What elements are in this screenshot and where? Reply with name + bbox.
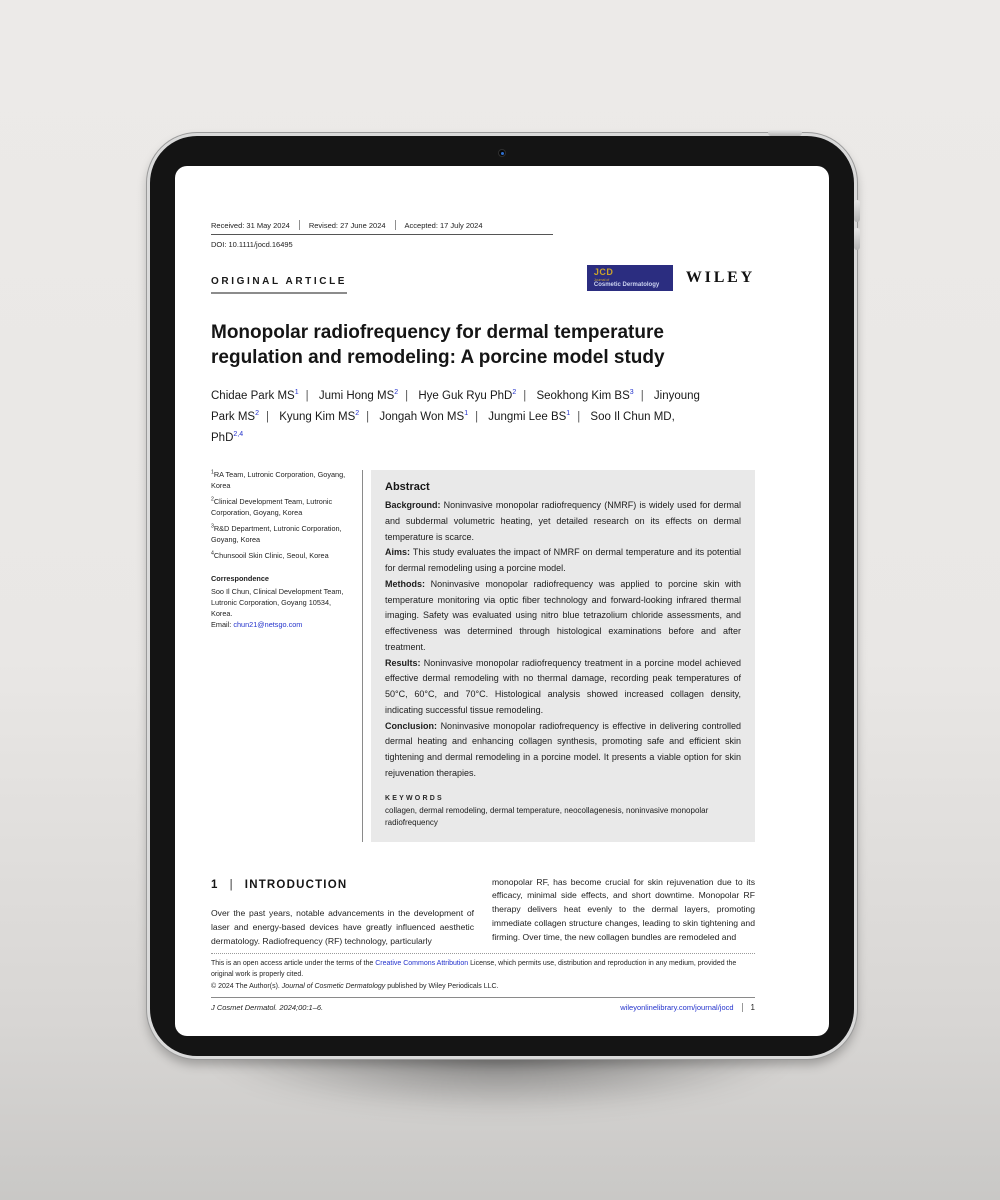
correspondence-text: Soo Il Chun, Clinical Development Team, Lutronic Corporation, Goyang 10534, Korea.	[211, 586, 344, 618]
intro-column-left	[211, 876, 474, 949]
journal-citation: J Cosmet Dermatol. 2024;00:1–6.	[211, 1003, 324, 1012]
tablet-frame	[147, 133, 857, 1059]
accepted-date: Accepted: 17 July 2024	[404, 220, 483, 230]
author: Jungmi Lee $BS^1$	[488, 410, 571, 423]
tablet-cast-shadow	[110, 1042, 890, 1192]
front-camera-icon	[498, 149, 506, 157]
author: Jumi Hong $MS^2$	[318, 389, 399, 403]
copyright-note	[211, 983, 755, 990]
abstract-section: Results: Noninvasive monopolar radiofrequency treatment in a porcine model achieved effective dermal remodeling with no thermal damage, recording peak temperatures of 50°C, 60°C, and 70°C. Histological analysis showed increased collagen density, indicating successful tissue remodeling.	[385, 657, 741, 715]
open-access-text-cont: License, which permits use, distribution and reproduction in any medium, provided the original work is properly cited.	[211, 960, 737, 979]
author-separator: |	[266, 410, 269, 423]
page-number: 1	[750, 1003, 755, 1012]
author: Soo Il Chun MD, PhD$^{2,4}$	[211, 410, 675, 444]
author-separator: |	[475, 410, 479, 423]
open-access-note	[211, 953, 755, 981]
section-title: INTRODUCTION	[244, 878, 348, 891]
correspondence-email-line	[211, 620, 352, 631]
author-affiliation-superscript: 2	[255, 410, 259, 418]
author-separator: |	[523, 390, 527, 403]
journal-logo-name: Cosmetic Dermatology	[593, 282, 660, 289]
section-number: 1	[211, 878, 219, 891]
author-affiliation-superscript: 2	[512, 389, 517, 397]
tablet-volume-down-button	[854, 228, 860, 250]
abstract-box	[371, 470, 755, 842]
open-access-text: This is an open access article under the terms of the	[211, 960, 376, 968]
article-header	[211, 265, 755, 294]
abstract-section: Methods: Noninvasive monopolar radiofrequency was applied to porcine skin with temperature monitoring via optic fiber technology and forward-looking infrared thermal imaging. Safety was evaluated using nitro blue tetrazolium chloride assessments, and effectiveness was determined through histological examinations before and after treatment.	[385, 578, 741, 652]
author-separator: |	[577, 410, 581, 423]
journal-logo	[587, 265, 673, 291]
author-affiliation-superscript: 1	[294, 389, 299, 397]
correspondence-heading: Correspondence	[211, 573, 269, 583]
page-footer	[211, 997, 755, 1012]
author: Jinyoung Park $MS^2$	[211, 390, 700, 423]
journal-website-link[interactable]: wileyonlinelibrary.com/journal/jocd	[620, 1003, 734, 1012]
affiliation-item: $^1$RA Team, Lutronic Corporation, Goyang, Korea	[211, 469, 346, 491]
footer-divider	[742, 1003, 743, 1012]
section-heading	[211, 876, 474, 894]
meta-divider	[395, 220, 396, 230]
journal-logo-abbr: JCD	[593, 267, 614, 277]
logo-group	[587, 265, 755, 291]
journal-logo-subtitle: Journal of	[593, 277, 610, 282]
affiliation-item: $^4$Chunsooil Skin Clinic, Seoul, Korea	[211, 550, 329, 560]
abstract-heading: Abstract	[385, 481, 430, 494]
intro-paragraph-left: Over the past years, notable advancements in the development of laser and energy-based devices have greatly influenced aesthetic dermatology. Radiofrequency (RF) technology, particularly	[211, 908, 474, 946]
article-type-label: ORIGINAL ARTICLE	[211, 276, 347, 294]
author-affiliation-superscript: 1	[464, 410, 469, 418]
copyright-text: © 2024 The Author(s).	[211, 983, 282, 990]
paper-page	[175, 166, 829, 1036]
email-label: Email:	[211, 619, 234, 629]
creative-commons-link[interactable]: Creative Commons Attribution	[375, 960, 469, 968]
author-separator: |	[640, 390, 644, 403]
copyright-text-cont: published by Wiley Periodicals LLC.	[385, 983, 499, 990]
author-affiliation-superscript: 2	[394, 389, 399, 397]
page-bottom	[211, 953, 755, 1012]
intro-paragraph-right: monopolar RF, has become crucial for skin rejuvenation due to its efficacy, minimal side effects, and short downtime. Monopolar RF therapy delivers heat evenly to the dermal layers, promoting immediate collagen structure changes, leading to skin tightening and firming. Over time, the new collagen bundles are remodeled and	[492, 876, 755, 942]
paper-title: Monopolar radiofrequency for dermal temperature regulation and remodeling: A porcine model study	[211, 322, 665, 369]
author: Jongah Won $MS^1$	[379, 410, 469, 423]
publisher-logo: WILEY	[685, 269, 755, 286]
author-separator: |	[366, 410, 370, 423]
left-sidebar	[211, 470, 363, 842]
affiliation-item: $^3$R&D Department, Lutronic Corporation, Goyang, Korea	[211, 523, 342, 544]
footer-right	[620, 1003, 755, 1012]
authors-line	[211, 386, 701, 448]
abstract-section: Conclusion: Noninvasive monopolar radiofrequency is effective in delivering controlled dermal heating and enhancing collagen synthesis, promoting safe and efficient skin tightening and dermal remodeling in a porcine model. It presents a viable option for skin rejuvenation therapies.	[385, 720, 741, 778]
copyright-journal-name: Journal of Cosmetic Dermatology	[281, 983, 386, 990]
abstract-section: Background: Noninvasive monopolar radiofrequency (NMRF) is widely used for dermal and subdermal volumetric heating, yet detailed research on its effects on dermal temperature is scarce.	[385, 500, 741, 542]
introduction-section	[211, 876, 755, 949]
tablet-volume-up-button	[854, 200, 860, 222]
tablet-power-button	[768, 130, 802, 136]
revised-date: Revised: 27 June 2024	[308, 220, 386, 230]
author: Hye Guk Ryu PhD$^2$	[418, 389, 517, 403]
author: Kyung Kim $MS^2$	[279, 410, 360, 423]
abstract-sections	[385, 498, 741, 782]
author-separator: |	[305, 390, 309, 403]
abstract-section: Aims: This study evaluates the impact of NMRF on dermal temperature and its potential for dermal remodeling using a porcine model.	[385, 547, 742, 574]
author-affiliation-superscript: 3	[629, 389, 634, 397]
doi: DOI: 10.1111/jocd.16495	[211, 240, 293, 249]
section-separator: |	[229, 878, 234, 891]
correspondence-email-link[interactable]: chun21@netsgo.com	[233, 619, 303, 629]
affiliations-list	[211, 470, 352, 562]
author-affiliation-superscript: 1	[566, 410, 571, 418]
article-history	[211, 220, 553, 235]
author: Seokhong Kim $BS^3$	[536, 389, 634, 403]
received-date: Received: 31 May 2024	[211, 220, 290, 230]
tablet-screen	[175, 166, 829, 1036]
author-separator: |	[405, 390, 409, 403]
keywords-text: collagen, dermal remodeling, dermal temperature, neocollagenesis, noninvasive monopolar radiofrequency	[385, 805, 709, 827]
intro-column-right	[492, 876, 755, 949]
author-affiliation-superscript: 2,4	[233, 430, 244, 438]
meta-divider	[299, 220, 300, 230]
author: Chidae Park $MS^1$	[211, 389, 299, 403]
author-affiliation-superscript: 2	[355, 410, 360, 418]
metadata-and-abstract	[211, 470, 755, 842]
affiliation-item: $^2$Clinical Development Team, Lutronic Corporation, Goyang, Korea	[211, 496, 333, 518]
keywords-heading: KEYWORDS	[385, 794, 444, 802]
